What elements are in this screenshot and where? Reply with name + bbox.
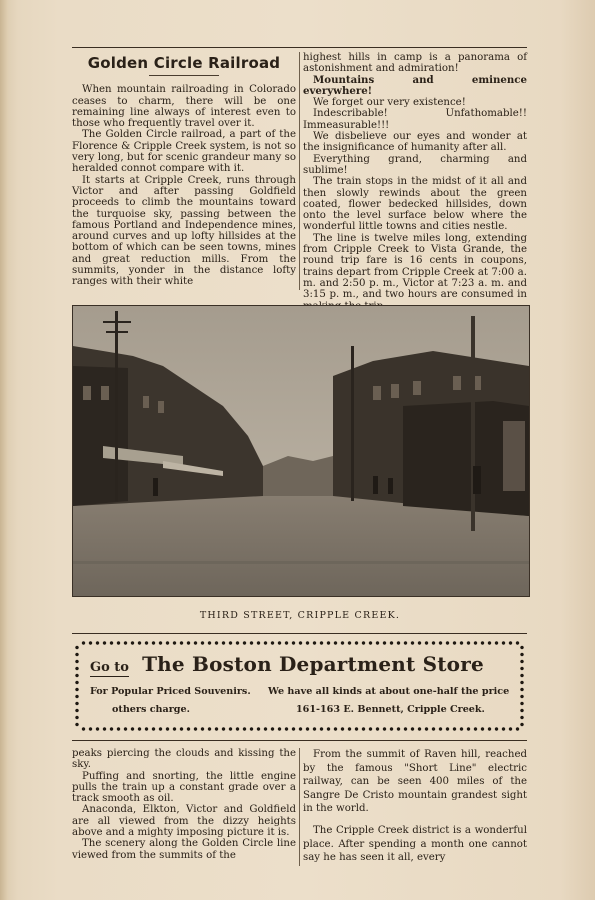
column-divider [299,748,300,866]
top-rule [72,47,527,48]
ad-border-left [74,644,80,728]
street-photo [72,305,530,597]
ad-line-2-left: others charge. [112,704,190,715]
article-headline: Golden Circle Railroad [87,54,281,72]
store-advertisement [72,633,527,738]
article-paragraph: The Cripple Creek district is a wonderful place. After spending a month one cannot say he has seen it all, every [303,824,527,864]
continuation-left-column [72,748,296,861]
article-paragraph: The Golden Circle railroad, a part of the Florence & Cripple Creek system, is not so very long, but for scenic grandeur many so heralded connot compare with it. [72,129,296,175]
street-photo-illustration [73,306,529,596]
article-paragraph: It starts at Cripple Creek, runs through Victor and after passing Goldfield proceeds to climb the mountains toward the turquoise sky, passing between the famous Portland and Independence mines, around curves and up lofty hillsides at the bottom of which can be seen towns, mines and great reduction mills. From the summits, yonder in the distance lofty ranges with their white [72,174,296,288]
article-right-column [303,52,527,312]
continuation-right-column [303,748,527,865]
article-paragraph: Mountains and eminence everywhere! [303,73,527,97]
ad-line-1 [90,686,510,697]
binding-fold [0,0,8,900]
ad-border-bottom [80,726,520,732]
column-divider [299,52,300,290]
article-paragraph: peaks piercing the clouds and kissing the sky. [72,748,296,771]
headline-rule [149,75,219,76]
ad-go-to: Go to [90,660,129,675]
article-paragraph: From the summit of Raven hill, reached by the famous "Short Line" electric railway, can be seen 400 miles of the Sangre De Cristo mountain grandest sight in the world. [303,749,527,815]
photo-caption: THIRD STREET, CRIPPLE CREEK. [199,610,401,621]
article-paragraph: We forget our very existence! [313,97,466,109]
article-paragraph: When mountain railroading in Colorado ceases to charm, there will be one remaining line always of interest even to those who frequently travel over it. [72,84,296,130]
ad-store-name: The Boston Department Store [142,652,484,676]
ad-line-1-left: For Popular Priced Souvenirs. [90,686,251,697]
ad-border-right [519,644,525,728]
article-paragraph: The train stops in the midst of it all and then slowly rewinds about the green coated, flower bedecked hillsides, down onto the level surface below where the wonderful little towns and cities nestle. [303,176,527,233]
ad-line-1-right: We have all kinds at about one-half the price [268,686,510,697]
article-paragraph: Everything grand, charming and sublime! [303,153,527,176]
article-paragraph: Anaconda, Elkton, Victor and Goldfield are all viewed from the dizzy heights above and a mighty imposing picture it is. [72,804,296,839]
article-paragraph: highest hills in camp is a panorama of astonishment and admiration! [303,52,527,75]
article-paragraph: The scenery along the Golden Circle line viewed from the summits of the [72,838,296,861]
article-paragraph: Puffing and snorting, the little engine pulls the train up a constant grade over a track smooth as oil. [72,770,296,805]
middle-rule [72,740,527,741]
ad-line-2 [112,704,512,715]
article-paragraph: We disbelieve our eyes and wonder at the insignificance of humanity after all. [303,131,527,154]
article-left-column [72,50,296,288]
ad-border-top [80,640,520,646]
ad-line-2-right: 161-163 E. Bennett, Cripple Creek. [296,704,485,715]
article-paragraph: Indescribable! Unfathomable!! Immeasurable!!! [303,108,527,131]
ad-title [90,652,510,677]
article-paragraph: The line is twelve miles long, extending from Cripple Creek to Vista Grande, the round trip fare is 16 cents in coupons, trains depart from Cripple Creek at 7:00 a. m. and 2:50 p. m., Victor at 7:23 a. m. and 3:15 p. m., and two hours are consumed in [303,232,527,301]
